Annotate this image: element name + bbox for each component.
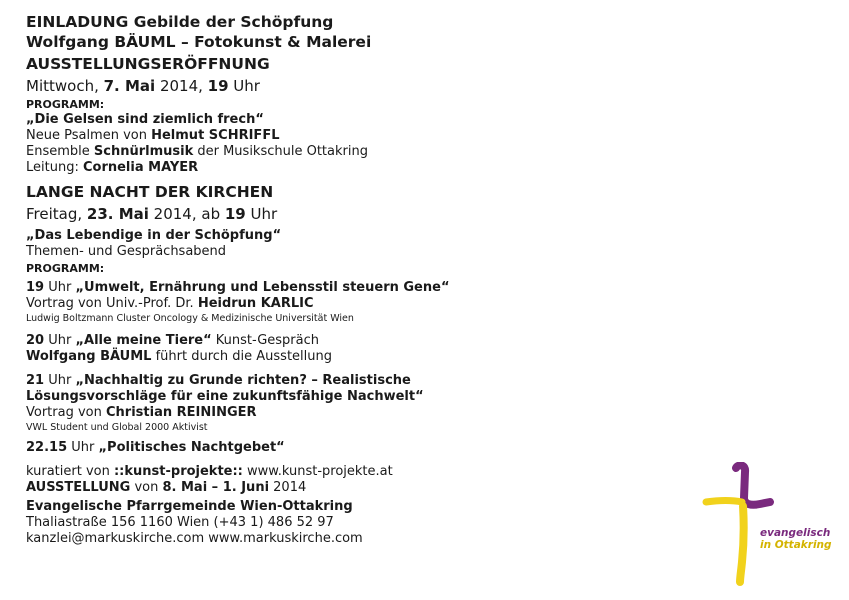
- i3db: Christian REININGER: [106, 405, 257, 420]
- event1-date-bold: 7. Mai: [103, 77, 156, 95]
- fcb: ::kunst-projekte::: [113, 464, 243, 479]
- e2db: 23. Mai: [86, 205, 149, 223]
- i4ttl: „Politisches Nachtgebet“: [98, 440, 285, 455]
- i3da: Vortrag von: [26, 405, 106, 420]
- e2dy: 2014, ab: [148, 205, 225, 223]
- e1l1a: Neue Psalmen von: [26, 128, 152, 143]
- event1-line2: [26, 144, 706, 160]
- i3t: 21: [26, 373, 45, 388]
- program-item-3-title2: Lösungsvorschläge für eine zukunftsfähige Nachwelt“: [26, 389, 424, 404]
- event1-line1: [26, 128, 706, 144]
- logo-line2: in Ottakring: [760, 539, 832, 551]
- event1-date-year: 2014,: [155, 77, 208, 95]
- e1l2b: Schnürlmusik: [93, 144, 194, 159]
- i1u: Uhr: [44, 280, 76, 295]
- program-item-3: [26, 373, 706, 389]
- event1-line3: [26, 160, 706, 176]
- fea: AUSSTELLUNG: [26, 480, 131, 495]
- event2-heading: LANGE NACHT DER KIRCHEN: [26, 183, 274, 201]
- event1-title: „Die Gelsen sind ziemlich frech“: [26, 112, 264, 127]
- fec: 8. Mai – 1. Juni: [162, 480, 270, 495]
- event2-program-label: PROGRAMM:: [26, 262, 105, 275]
- program-item-1-note: Ludwig Boltzmann Cluster Oncology & Medizinische Universität Wien: [26, 313, 354, 324]
- e2dd: Freitag,: [26, 205, 87, 223]
- feb: von: [130, 480, 163, 495]
- e1l2c: der Musikschule Ottakring: [193, 144, 368, 159]
- i2u: Uhr: [44, 333, 76, 348]
- e2dt: 19: [224, 205, 246, 223]
- program-item-1: [26, 280, 706, 296]
- program-item-1-detail: [26, 296, 706, 312]
- event1-time-unit: Uhr: [228, 77, 260, 95]
- title-rest: Gebilde der Schöpfung: [128, 13, 334, 31]
- event1-program-label: PROGRAMM:: [26, 98, 105, 111]
- i2tr: Kunst-Gespräch: [211, 333, 319, 348]
- i1ttl: „Umwelt, Ernährung und Lebensstil steuern Gene“: [75, 280, 450, 295]
- footer-contact: kanzlei@markuskirche.com www.markuskirche.com: [26, 531, 363, 546]
- i2da: führt durch die Ausstellung: [151, 349, 332, 364]
- logo-line1: evangelisch: [760, 527, 831, 539]
- event2-date: [26, 204, 706, 224]
- i1da: Vortrag von Univ.-Prof. Dr.: [26, 296, 198, 311]
- event2-subtitle: Themen- und Gesprächsabend: [26, 244, 227, 259]
- event2-title: „Das Lebendige in der Schöpfung“: [26, 228, 282, 243]
- program-item-4: [26, 440, 706, 456]
- program-item-2: [26, 333, 706, 349]
- fed: 2014: [269, 480, 307, 495]
- footer-address: Thaliastraße 156 1160 Wien (+43 1) 486 52 97: [26, 515, 334, 530]
- invitation-text: [26, 12, 706, 547]
- fcc: www.kunst-projekte.at: [242, 464, 393, 479]
- e2du: Uhr: [245, 205, 278, 223]
- e1l1b: Helmut SCHRIFFL: [151, 128, 280, 143]
- i3ttl: „Nachhaltig zu Grunde richten? – Realistische: [75, 373, 411, 388]
- program-item-3-detail: [26, 405, 706, 421]
- logo-yellow-arm: [706, 501, 742, 503]
- i3u: Uhr: [44, 373, 76, 388]
- footer-org: Evangelische Pfarrgemeinde Wien-Ottakring: [26, 499, 353, 514]
- logo-text: [760, 527, 832, 551]
- program-item-3-note: VWL Student und Global 2000 Aktivist: [26, 422, 208, 433]
- i2t: 20: [26, 333, 45, 348]
- i1t: 19: [26, 280, 45, 295]
- fca: kuratiert von: [26, 464, 114, 479]
- program-item-2-detail: [26, 349, 706, 365]
- footer-exhibition: [26, 480, 706, 496]
- i4u: Uhr: [67, 440, 99, 455]
- event1-date-day: Mittwoch,: [26, 77, 104, 95]
- header-title: [26, 12, 706, 32]
- header-artist: Wolfgang BÄUML – Fotokunst & Malerei: [26, 33, 372, 51]
- i4t: 22.15: [26, 440, 68, 455]
- e1l2a: Ensemble: [26, 144, 94, 159]
- i1db: Heidrun KARLIC: [197, 296, 314, 311]
- logo-yellow-stroke: [740, 506, 744, 582]
- header-opening: AUSSTELLUNGSERÖFFNUNG: [26, 55, 270, 73]
- title-bold: EINLADUNG: [26, 13, 129, 31]
- i2ttl: „Alle meine Tiere“: [75, 333, 212, 348]
- event1-date: [26, 76, 706, 96]
- e1l3a: Leitung:: [26, 160, 83, 175]
- e1l3b: Cornelia MAYER: [82, 160, 199, 175]
- event1-time: 19: [207, 77, 229, 95]
- footer-curated: [26, 464, 706, 480]
- i2db: Wolfgang BÄUML: [26, 349, 152, 364]
- cross-logo-icon: [700, 462, 840, 587]
